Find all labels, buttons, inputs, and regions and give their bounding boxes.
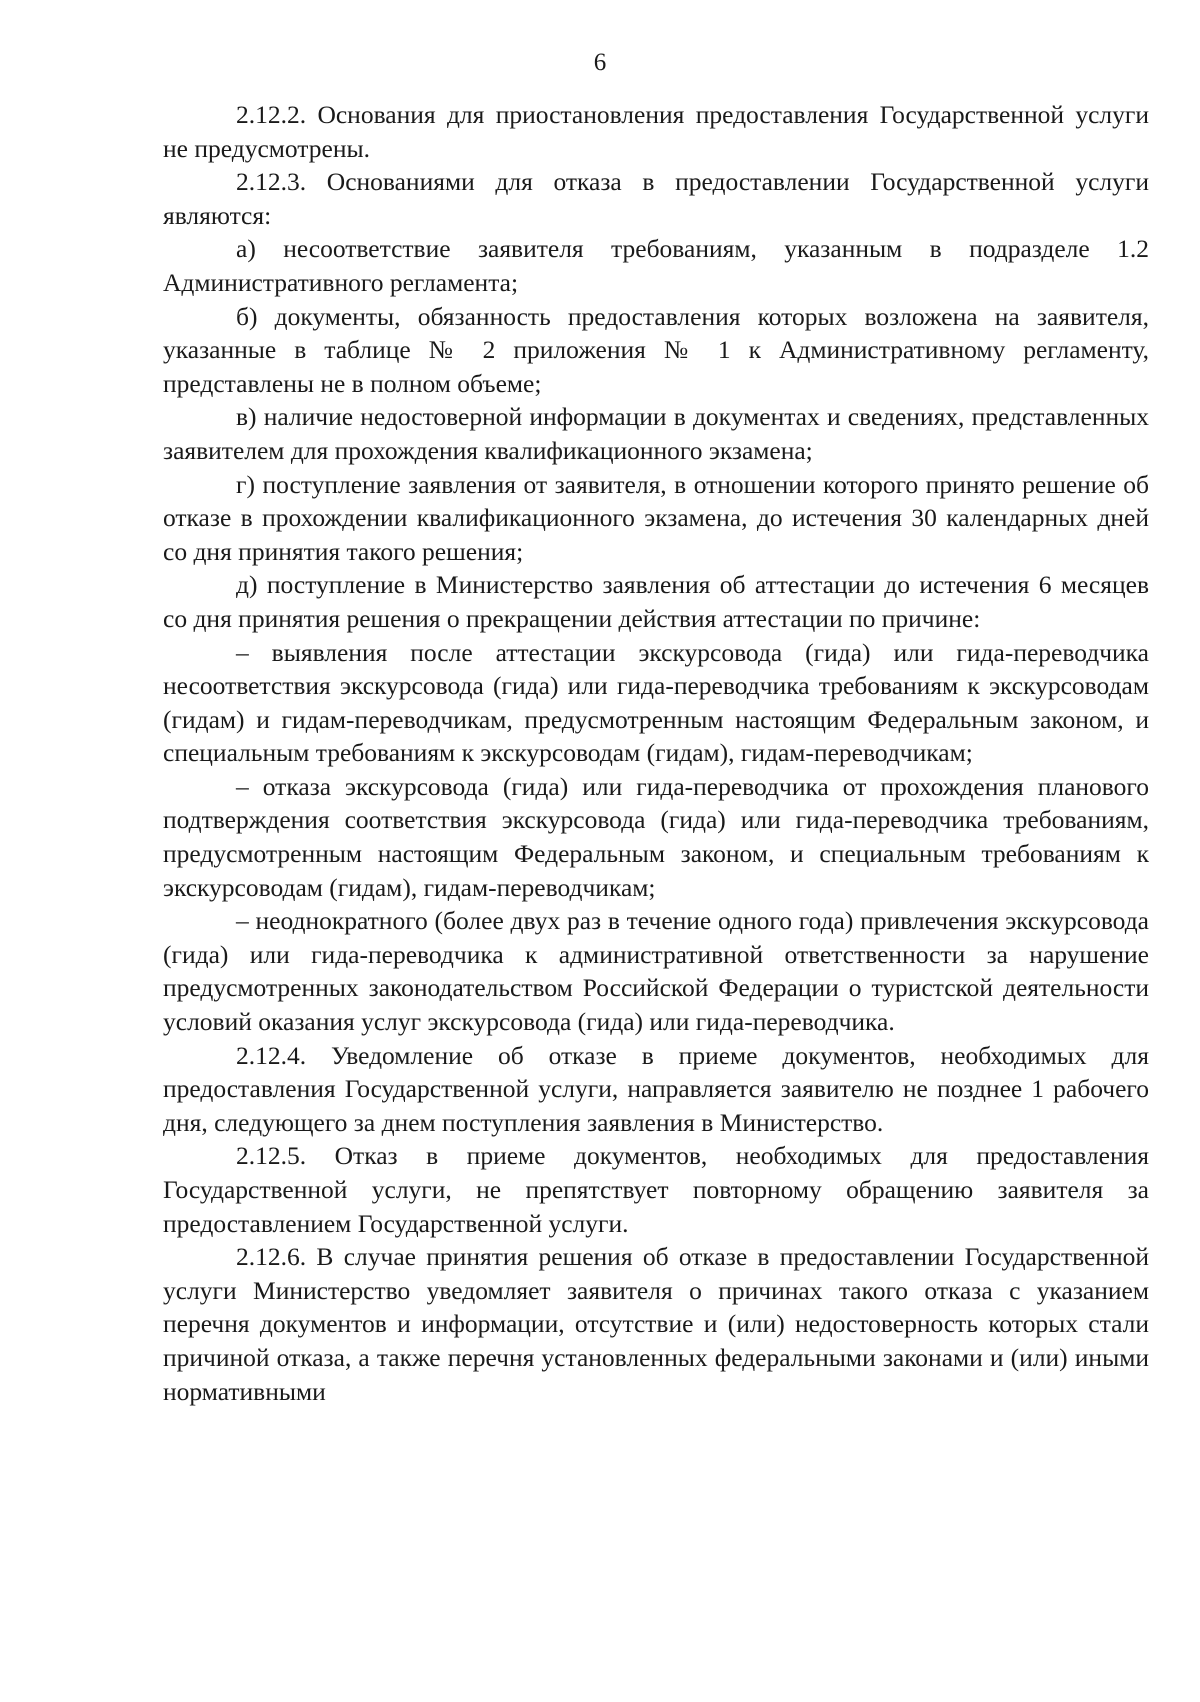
page-number: 6 bbox=[593, 49, 607, 76]
paragraph-dash-1: – выявления после аттестации экскурсовода (гида) или гида-переводчика несоответствия экскурсовода (гида) или гида-переводчика требованиям к экскурсоводам (гидам) и гидам-переводчикам, предусмотренным настоящим Федеральным законом, и специальным требованиям к экскурсоводам (гидам), гидам-переводчикам; bbox=[163, 637, 1149, 768]
paragraph-2-12-6: 2.12.6. В случае принятия решения об отказе в предоставлении Государственной услуги Министерство уведомляет заявителя о причинах такого отказа с указанием перечня документов и информации, отсутствие и (или) недостоверность которых стали причиной отказа, а также перечня установленных федеральными законами и (или) иными нормативными bbox=[163, 1242, 1149, 1406]
paragraph-item-b: б) документы, обязанность предоставления которых возложена на заявителя, указанные в таблице № 2 приложения № 1 к Административному регламенту, представлены не в полном объеме; bbox=[163, 301, 1149, 398]
paragraph-2-12-3: 2.12.3. Основаниями для отказа в предоставлении Государственной услуги являются: bbox=[163, 167, 1149, 230]
paragraph-item-v: в) наличие недостоверной информации в документах и сведениях, представленных заявителем для прохождения квалификационного экзамена; bbox=[163, 402, 1149, 465]
paragraph-dash-3: – неоднократного (более двух раз в течение одного года) привлечения экскурсовода (гида) или гида-переводчика к административной ответственности за нарушение предусмотренных законодательством Российской Федерации о туристской деятельности условий оказания услуг экскурсовода (гида) или гида-переводчика. bbox=[163, 906, 1149, 1037]
paragraph-2-12-4: 2.12.4. Уведомление об отказе в приеме документов, необходимых для предоставления Государственной услуги, направляется заявителю не позднее 1 рабочего дня, следующего за днем поступления заявления в Министерство. bbox=[163, 1040, 1149, 1137]
paragraph-2-12-2: 2.12.2. Основания для приостановления предоставления Государственной услуги не предусмотрены. bbox=[163, 100, 1149, 163]
paragraph-item-a: а) несоответствие заявителя требованиям, указанным в подразделе 1.2 Административного регламента; bbox=[163, 234, 1149, 297]
paragraph-2-12-5: 2.12.5. Отказ в приеме документов, необходимых для предоставления Государственной услуги, не препятствует повторному обращению заявителя за предоставлением Государственной услуги. bbox=[163, 1141, 1149, 1238]
paragraph-dash-2: – отказа экскурсовода (гида) или гида-переводчика от прохождения планового подтверждения соответствия экскурсовода (гида) или гида-переводчика требованиям, предусмотренным настоящим Федеральным законом, и специальным требованиям к экскурсоводам (гидам), гидам-переводчикам; bbox=[163, 771, 1149, 902]
paragraph-item-d: д) поступление в Министерство заявления об аттестации до истечения 6 месяцев со дня принятия решения о прекращении действия аттестации по причине: bbox=[163, 570, 1149, 633]
paragraph-item-g: г) поступление заявления от заявителя, в отношении которого принято решение об отказе в прохождении квалификационного экзамена, до истечения 30 календарных дней со дня принятия такого решения; bbox=[163, 469, 1149, 566]
document-body bbox=[163, 98, 1149, 1408]
